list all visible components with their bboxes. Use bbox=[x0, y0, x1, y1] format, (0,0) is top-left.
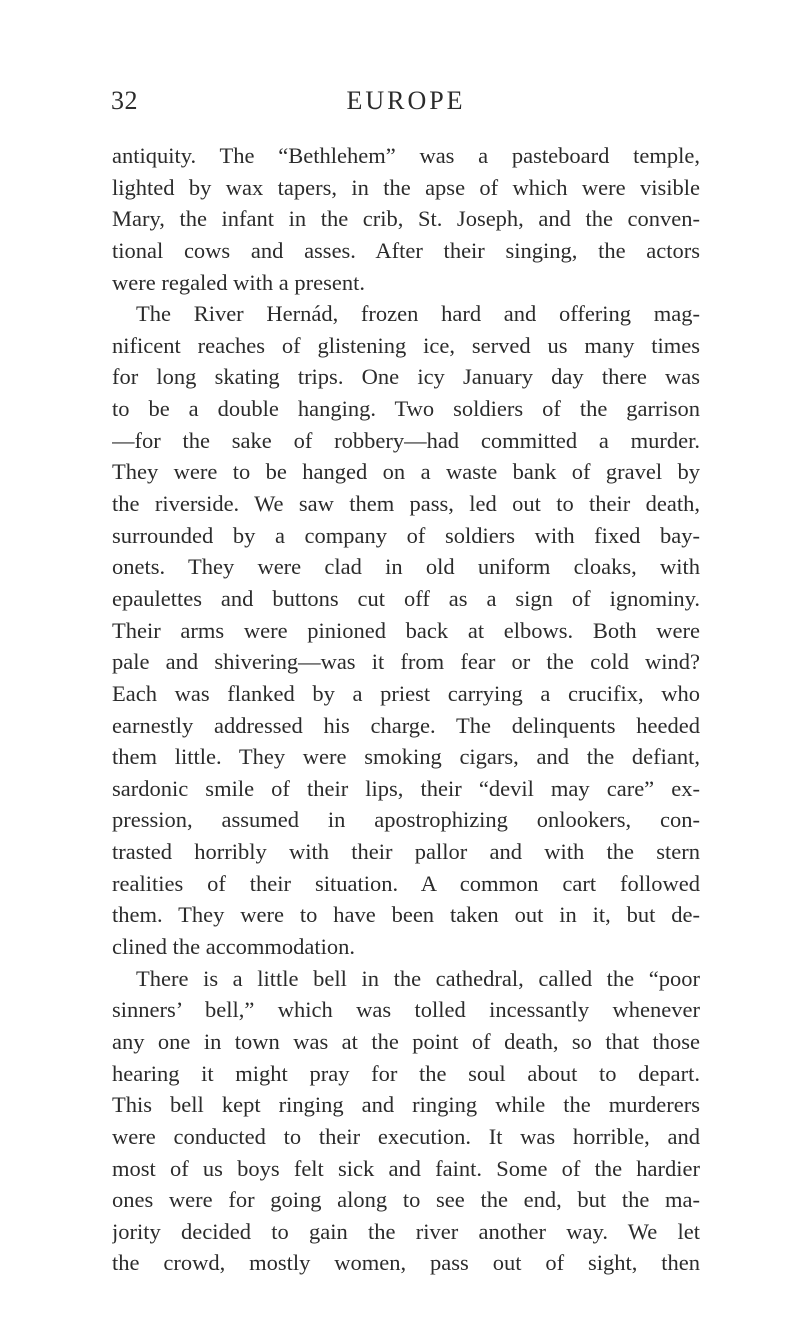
text-line: There is a little bell in the cathedral, called the “poor bbox=[136, 965, 700, 991]
text-line: surrounded by a company of soldiers with fixed bay- bbox=[112, 522, 700, 548]
text-line: pression, assumed in apostrophizing onlookers, con- bbox=[112, 807, 700, 833]
text-line: tional cows and asses. After their singing, the actors bbox=[112, 237, 700, 263]
text-line: realities of their situation. A common cart followed bbox=[112, 870, 700, 896]
text-line: Mary, the infant in the crib, St. Joseph, and the conven- bbox=[112, 206, 700, 232]
text-line: the crowd, mostly women, pass out of sight, then bbox=[112, 1250, 700, 1276]
text-line: for long skating trips. One icy January day there was bbox=[112, 364, 700, 390]
text-line: Each was flanked by a priest carrying a crucifix, who bbox=[112, 680, 700, 706]
page-number: 32 bbox=[111, 86, 138, 115]
running-head: EUROPE bbox=[346, 86, 466, 115]
text-line: were conducted to their execution. It was horrible, and bbox=[112, 1123, 700, 1149]
text-line: clined the accommodation. bbox=[112, 934, 356, 960]
text-line: This bell kept ringing and ringing while the murderers bbox=[112, 1092, 700, 1118]
text-line: onets. They were clad in old uniform cloaks, with bbox=[112, 554, 700, 580]
text-line: epaulettes and buttons cut off as a sign of ignominy. bbox=[112, 585, 700, 611]
text-line: They were to be hanged on a waste bank of gravel by bbox=[112, 459, 700, 485]
text-line: —for the sake of robbery—had committed a murder. bbox=[112, 427, 700, 453]
text-line: to be a double hanging. Two soldiers of the garrison bbox=[112, 396, 700, 422]
text-line: the riverside. We saw them pass, led out to their death, bbox=[112, 491, 700, 517]
text-line: any one in town was at the point of death, so that those bbox=[112, 1028, 700, 1054]
text-line: hearing it might pray for the soul about to depart. bbox=[112, 1060, 700, 1086]
text-line: jority decided to gain the river another way. We let bbox=[112, 1218, 700, 1244]
text-line: Their arms were pinioned back at elbows. Both were bbox=[112, 617, 700, 643]
text-line: earnestly addressed his charge. The delinquents heeded bbox=[112, 712, 700, 738]
body-text bbox=[112, 140, 700, 1279]
text-line: ones were for going along to see the end, but the ma- bbox=[112, 1187, 700, 1213]
text-line: trasted horribly with their pallor and with the stern bbox=[112, 839, 700, 865]
text-line: them. They were to have been taken out in it, but de- bbox=[112, 902, 700, 928]
text-line: nificent reaches of glistening ice, served us many times bbox=[112, 332, 700, 358]
text-line: most of us boys felt sick and faint. Some of the hardier bbox=[112, 1155, 700, 1181]
text-line: pale and shivering—was it from fear or the cold wind? bbox=[112, 649, 700, 675]
page-header bbox=[111, 86, 701, 120]
text-line: sinners’ bell,” which was tolled incessantly whenever bbox=[112, 997, 700, 1023]
text-line: were regaled with a present. bbox=[112, 269, 366, 295]
text-line: lighted by wax tapers, in the apse of which were visible bbox=[112, 174, 700, 200]
text-line: sardonic smile of their lips, their “devil may care” ex- bbox=[112, 775, 700, 801]
text-line: antiquity. The “Bethlehem” was a pasteboard temple, bbox=[112, 143, 700, 168]
text-line: The River Hernád, frozen hard and offering mag- bbox=[136, 301, 700, 327]
text-line: them little. They were smoking cigars, and the defiant, bbox=[112, 744, 700, 770]
